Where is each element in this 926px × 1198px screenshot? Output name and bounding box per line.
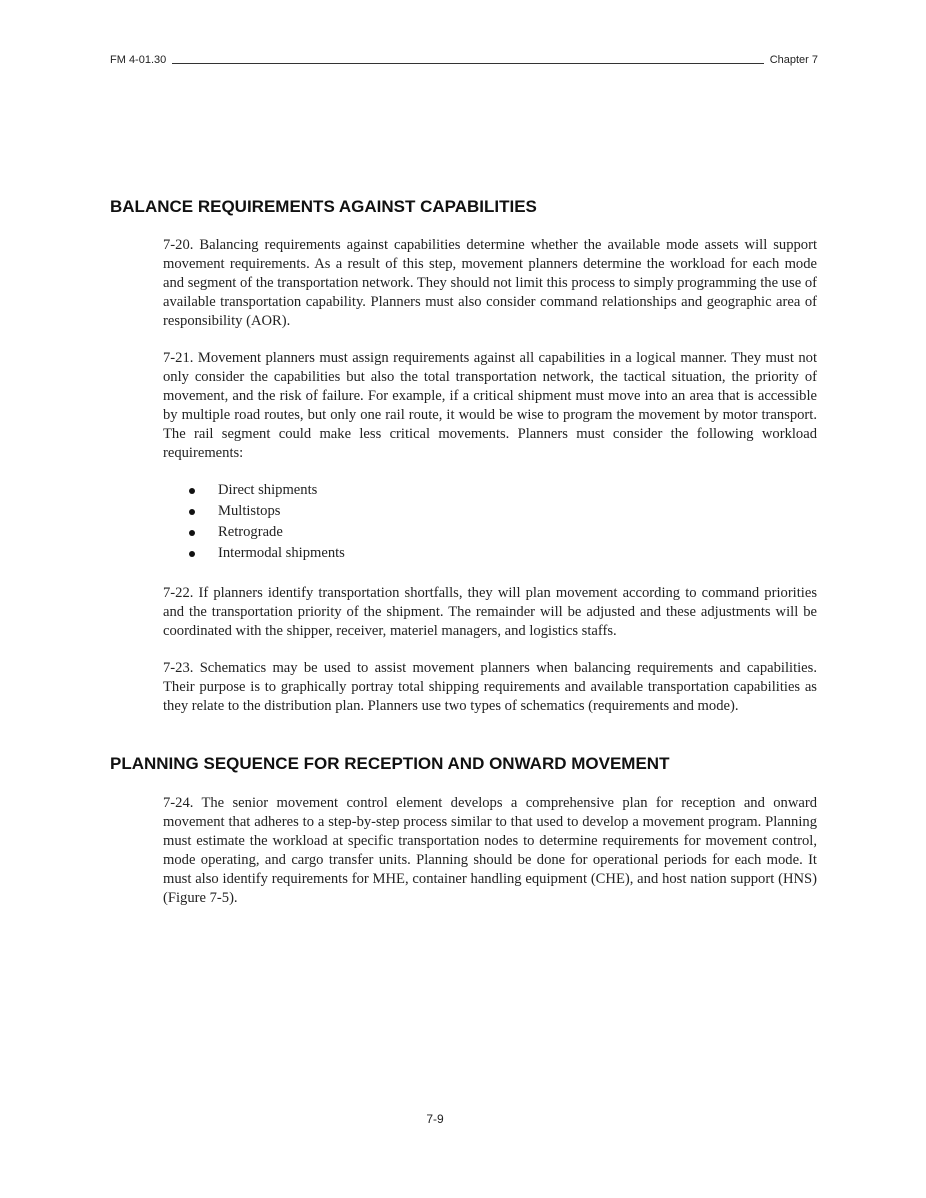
paragraph-7-20: 7-20. Balancing requirements against capabilities determine whether the available mode assets will support movement requirements. As a result of this step, movement planners determine the workload for each mode and segment of the transportation network. They should not limit this process to simply programming the use of available transportation capability. Planners must also consider command relationships and geographic area of responsibility (AOR). bbox=[163, 237, 817, 329]
list-item: Direct shipments bbox=[163, 480, 345, 501]
list-item: Retrograde bbox=[163, 522, 345, 543]
section-heading-balance: BALANCE REQUIREMENTS AGAINST CAPABILITIES bbox=[110, 197, 537, 216]
header-rule bbox=[172, 62, 763, 64]
document-id: FM 4-01.30 bbox=[110, 54, 167, 66]
workload-requirements-list bbox=[163, 480, 345, 564]
list-item: Multistops bbox=[163, 501, 345, 522]
page-header bbox=[110, 54, 818, 66]
paragraph-7-21: 7-21. Movement planners must assign requirements against all capabilities in a logical manner. They must not only consider the capabilities but also the total transportation network, the tactical situation, the priority of movement, and the risk of failure. For example, if a critical shipment must move into an area that is accessible by multiple road routes, but only one rail route, it would be wise to program the movement by motor transport. The rail segment could make less critical movements. Planners must consider the following workload requirements: bbox=[163, 350, 817, 461]
bullet-icon bbox=[189, 509, 195, 515]
section-heading-planning-sequence: PLANNING SEQUENCE FOR RECEPTION AND ONWARD MOVEMENT bbox=[110, 754, 670, 773]
bullet-icon bbox=[189, 488, 195, 494]
chapter-label: Chapter 7 bbox=[769, 54, 818, 66]
page-number: 7-9 bbox=[426, 1112, 444, 1126]
bullet-icon bbox=[189, 530, 195, 536]
paragraph-7-23: 7-23. Schematics may be used to assist movement planners when balancing requirements and capabilities. Their purpose is to graphically portray total shipping requirements and available transportation capabilities as they relate to the distribution plan. Planners use two types of schematics (requirements and mode). bbox=[163, 660, 817, 714]
list-item: Intermodal shipments bbox=[163, 543, 345, 564]
paragraph-7-22: 7-22. If planners identify transportation shortfalls, they will plan movement according to command priorities and the transportation priority of the shipment. The remainder will be adjusted and these adjustments will be coordinated with the shipper, receiver, materiel managers, and logistics staffs. bbox=[163, 585, 817, 639]
bullet-icon bbox=[189, 551, 195, 557]
paragraph-7-24: 7-24. The senior movement control element develops a comprehensive plan for reception and onward movement that adheres to a step-by-step process similar to that used to develop a movement program. Planning must estimate the workload at specific transportation nodes to determine requirements for movement control, mode operating, and cargo transfer units. Planning should be done for operational periods for each mode. It must also identify requirements for MHE, container handling equipment (CHE), and host nation support (HNS) (Figure 7-5). bbox=[163, 795, 817, 906]
